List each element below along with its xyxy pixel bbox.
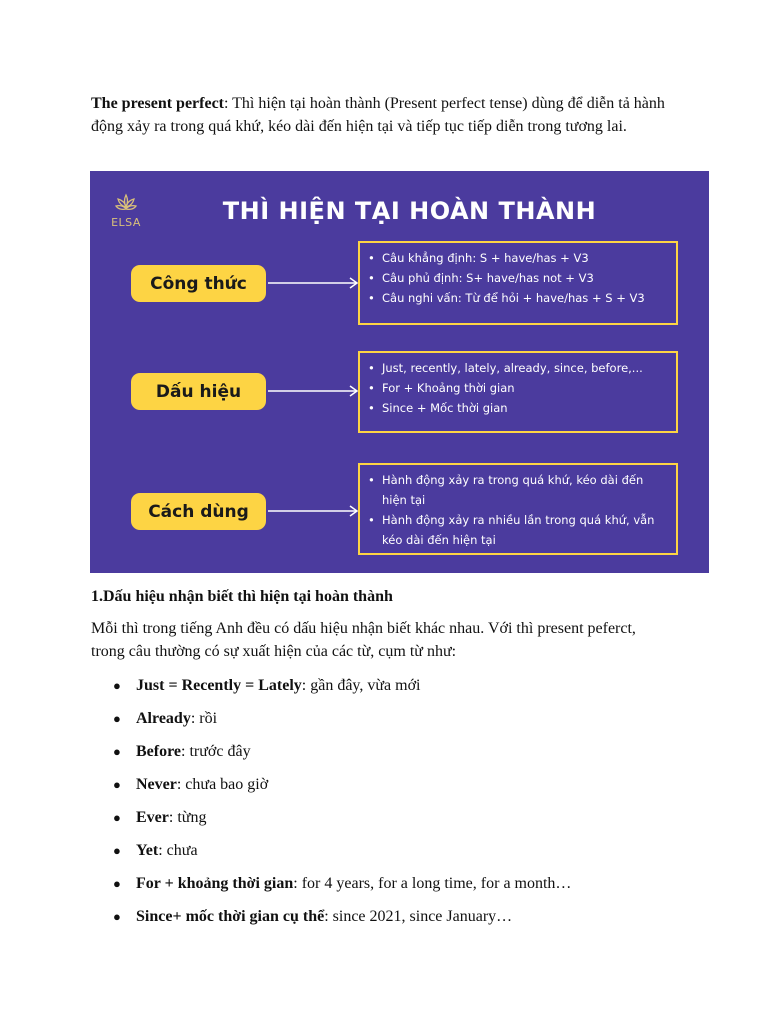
- infographic: [90, 171, 709, 573]
- label-cach-dung: Cách dùng: [131, 493, 266, 530]
- intro-paragraph: [91, 92, 681, 138]
- list-item: • Just, recently, lately, already, since, before,...: [368, 358, 668, 378]
- usage-box: [358, 463, 678, 555]
- signs-box: [358, 351, 678, 433]
- intro-text: : Thì hiện tại hoàn thành (Present perfect tense) dùng để diễn tả hành động xảy ra trong quá khứ, kéo dài đến hiện tại và tiếp tục tiếp diễn trong tương lai.: [91, 95, 665, 135]
- item-term: Never: [136, 776, 177, 793]
- item-term: Ever: [136, 809, 169, 826]
- item-desc: : since 2021, since January…: [324, 908, 513, 925]
- arrow-icon: [268, 385, 360, 397]
- list-item: • Câu phủ định: S+ have/has not + V3: [368, 268, 668, 288]
- item-term: For + khoảng thời gian: [136, 875, 294, 892]
- list-item: • For + Khoảng thời gian: [368, 378, 668, 398]
- logo-text: ELSA: [111, 216, 141, 229]
- item-term: Since+ mốc thời gian cụ thể: [136, 908, 325, 925]
- list-item: • Câu nghi vấn: Từ để hỏi + have/has + S + V3: [368, 288, 668, 308]
- section-paragraph: Mỗi thì trong tiếng Anh đều có dấu hiệu nhận biết khác nhau. Với thì present peferct, trong câu thường có sự xuất hiện của các từ, cụm từ như:: [91, 620, 636, 660]
- intro-term: The present perfect: [91, 95, 224, 112]
- arrow-icon: [268, 505, 360, 517]
- list-item: ● For + khoảng thời gian: for 4 years, for a long time, for a month…: [113, 875, 572, 892]
- list-item: ● Before: trước đây: [113, 743, 251, 760]
- arrow-icon: [268, 277, 360, 289]
- item-desc: : rồi: [190, 710, 218, 727]
- item-desc: : chưa bao giờ: [176, 776, 269, 793]
- infographic-title: THÌ HIỆN TẠI HOÀN THÀNH: [222, 197, 597, 225]
- item-desc: : trước đây: [181, 743, 251, 760]
- list-item: • Hành động xảy ra trong quá khứ, kéo dài đến hiện tại: [368, 470, 668, 510]
- label-dau-hieu: Dấu hiệu: [131, 373, 266, 410]
- section-heading: 1.Dấu hiệu nhận biết thì hiện tại hoàn thành: [91, 588, 393, 605]
- list-item: • Hành động xảy ra nhiều lần trong quá khứ, vẫn kéo dài đến hiện tại: [368, 510, 668, 550]
- formula-box: [358, 241, 678, 325]
- list-item: ● Since+ mốc thời gian cụ thể: since 2021, since January…: [113, 908, 513, 925]
- list-item: • Since + Mốc thời gian: [368, 398, 668, 418]
- item-desc: : gần đây, vừa mới: [301, 677, 421, 694]
- list-item: ● Already: rồi: [113, 710, 218, 727]
- item-desc: : từng: [168, 809, 207, 826]
- item-term: Yet: [136, 842, 159, 859]
- item-desc: : chưa: [158, 842, 198, 859]
- signs-list: [91, 674, 711, 938]
- item-term: Before: [136, 743, 182, 760]
- item-desc: : for 4 years, for a long time, for a month…: [293, 875, 572, 892]
- label-cong-thuc: Công thức: [131, 265, 266, 302]
- list-item: ● Never: chưa bao giờ: [113, 776, 269, 793]
- item-term: Already: [136, 710, 191, 727]
- list-item: ● Ever: từng: [113, 809, 207, 826]
- list-item: • Câu khẳng định: S + have/has + V3: [368, 248, 668, 268]
- list-item: ● Yet: chưa: [113, 842, 198, 859]
- item-term: Just = Recently = Lately: [136, 677, 302, 694]
- list-item: ● Just = Recently = Lately: gần đây, vừa mới: [113, 677, 421, 694]
